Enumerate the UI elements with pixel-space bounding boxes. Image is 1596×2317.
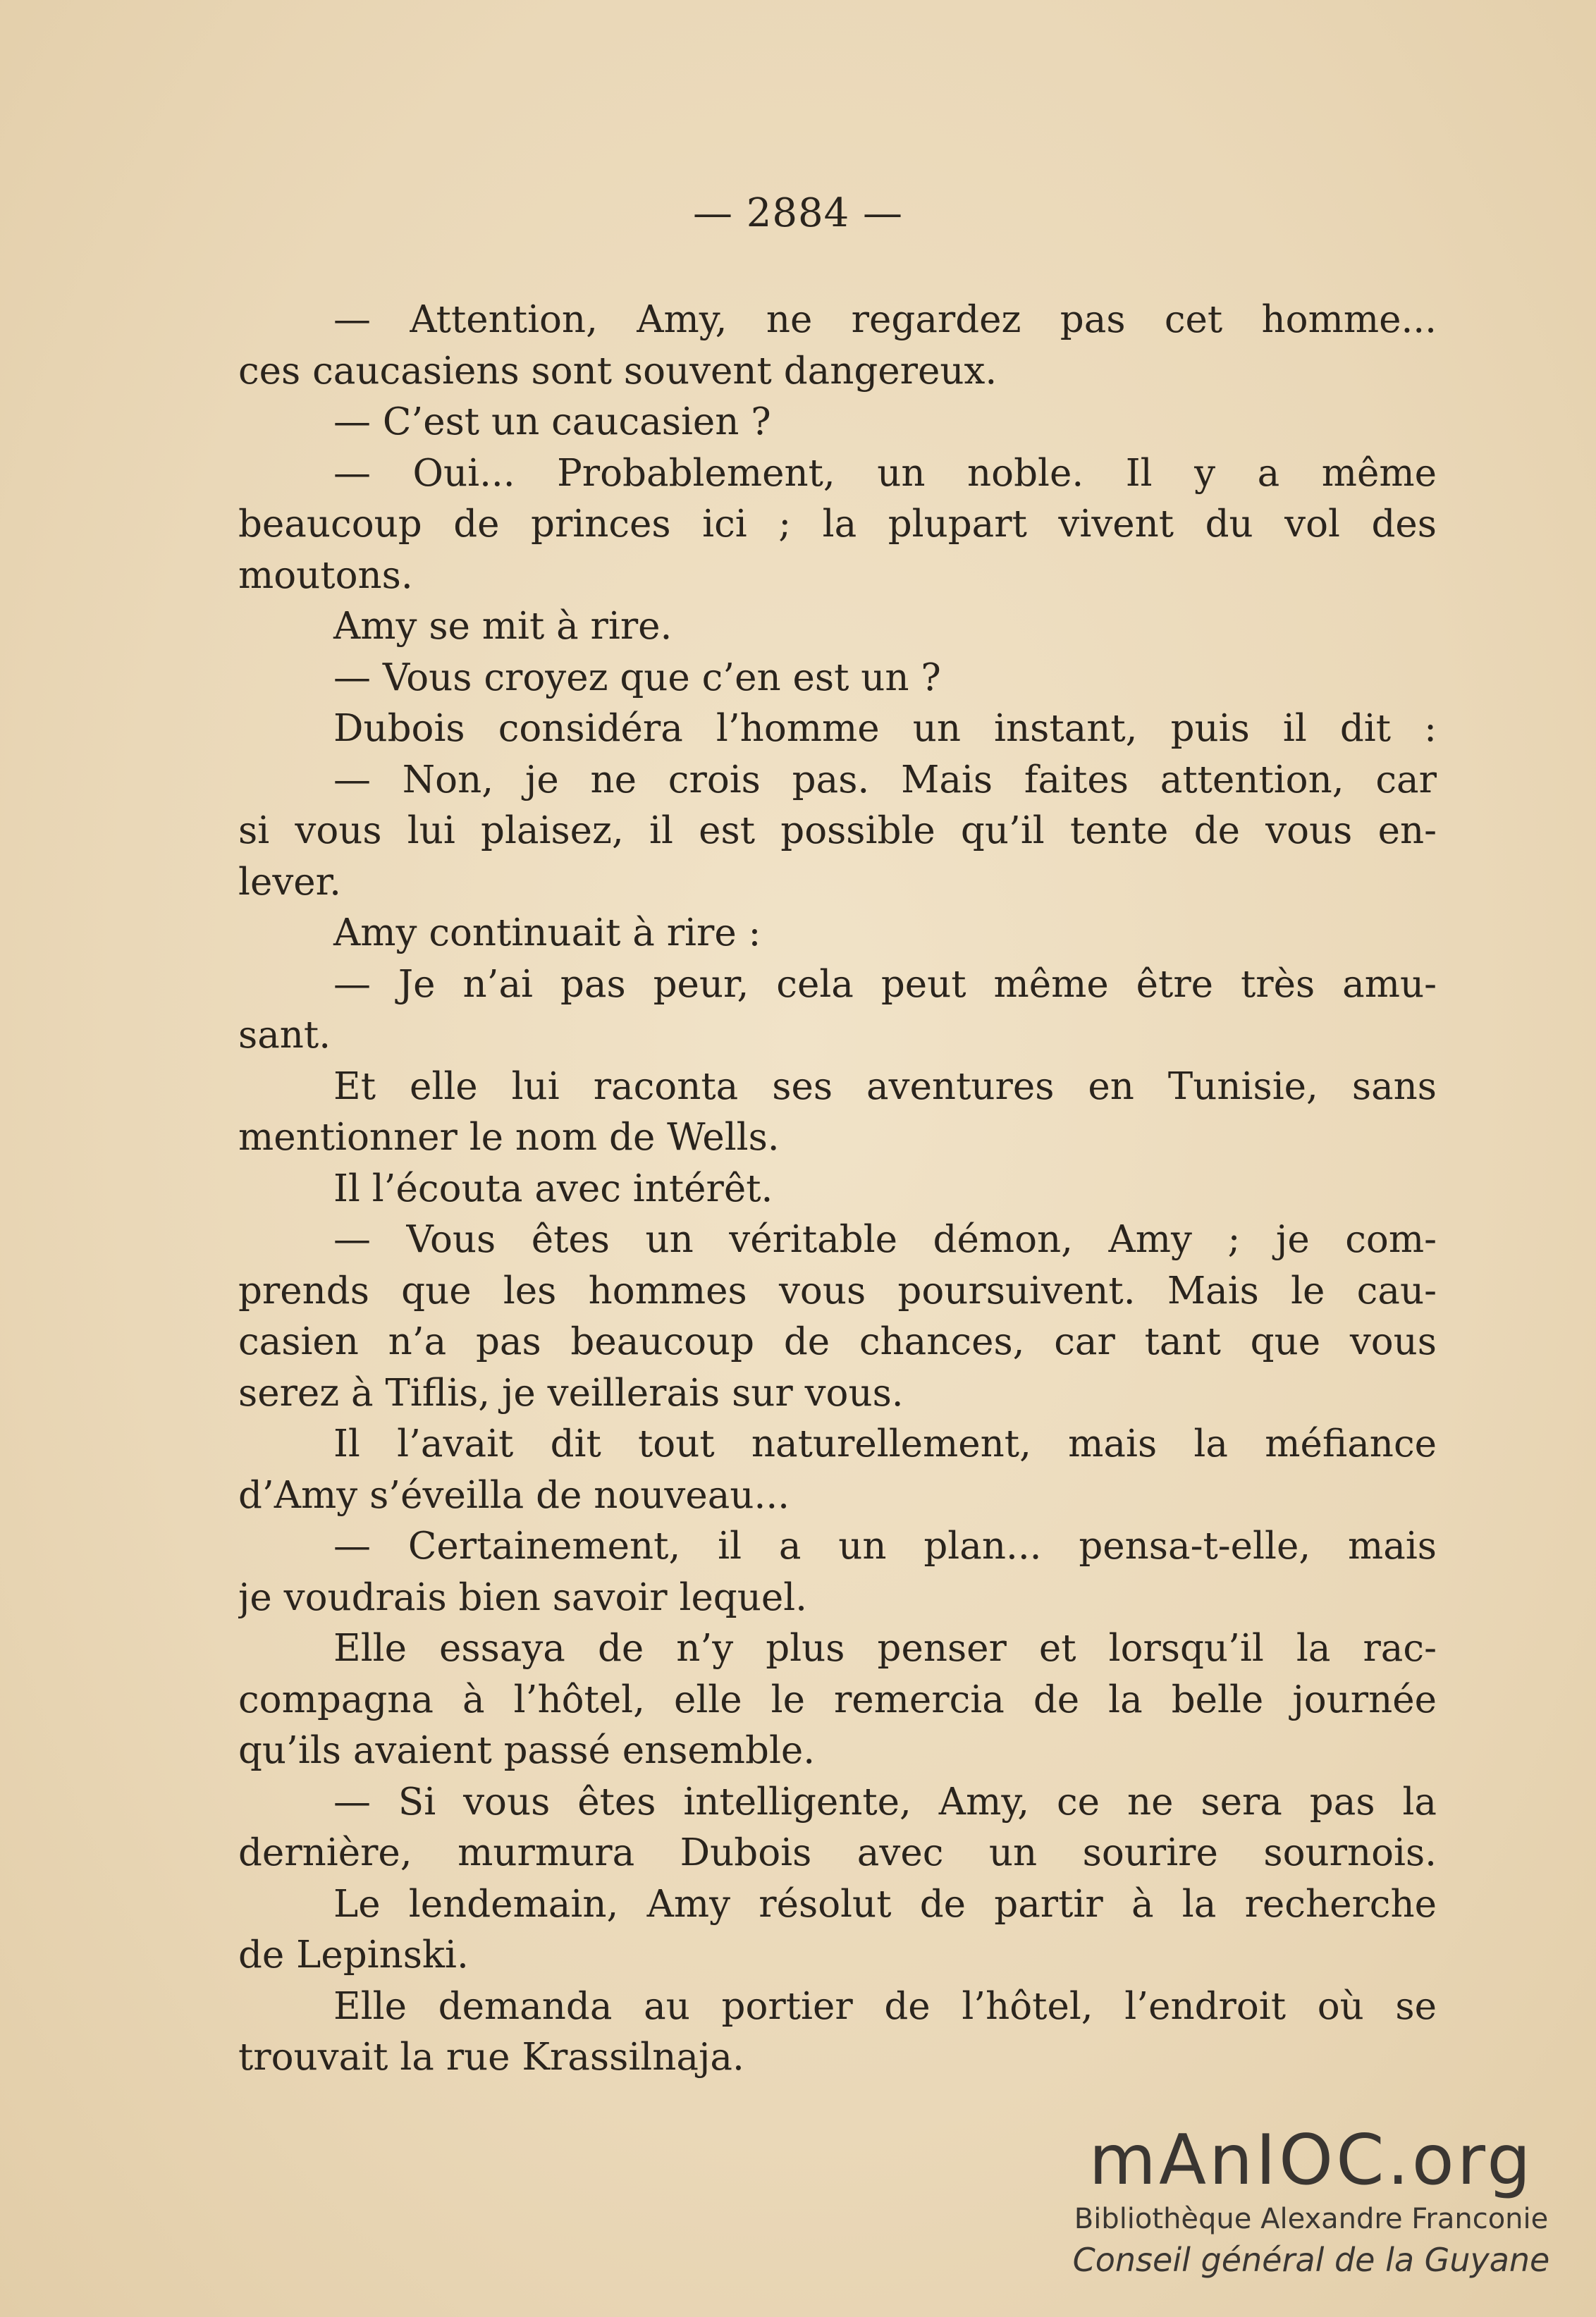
manioc-watermark [1057, 2122, 1565, 2281]
text-line: lever. [238, 860, 341, 904]
text-line: beaucoup de princes ici ; la plupart vivent du vol des [238, 503, 1437, 546]
text-line: Dubois considéra l’homme un instant, puis il dit : [333, 707, 1437, 750]
text-line: — Vous êtes un véritable démon, Amy ; je com- [333, 1218, 1437, 1261]
manioc-logo: mAnIOC.org [1088, 2120, 1534, 2201]
text-line: Il l’écouta avec intérêt. [333, 1167, 773, 1210]
text-line: — Si vous êtes intelligente, Amy, ce ne sera pas la [333, 1780, 1437, 1824]
text-line: d’Amy s’éveilla de nouveau... [238, 1473, 790, 1517]
text-line: je voudrais bien savoir lequel. [238, 1575, 808, 1619]
text-line: — Vous croyez que c’en est un ? [333, 656, 941, 699]
text-line: mentionner le nom de Wells. [238, 1116, 780, 1159]
text-line: Amy se mit à rire. [333, 605, 673, 648]
text-line: Et elle lui raconta ses aventures en Tunisie, sans [333, 1064, 1437, 1108]
text-line: de Lepinski. [238, 1934, 469, 1977]
text-line: — Certainement, il a un plan... pensa-t-elle, mais [333, 1525, 1437, 1568]
library-name: Bibliothèque Alexandre Franconie [1074, 2203, 1549, 2235]
text-line: trouvait la rue Krassilnaja. [238, 2036, 744, 2079]
text-line: — Oui... Probablement, un noble. Il y a même [333, 451, 1437, 495]
text-line: sant. [238, 1014, 331, 1057]
council-name: Conseil général de la Guyane [1072, 2241, 1550, 2279]
page-number: — 2884 — [692, 190, 904, 236]
text-line: prends que les hommes vous poursuivent. Mais le cau- [238, 1269, 1437, 1313]
text-line: — Non, je ne crois pas. Mais faites attention, car [333, 758, 1437, 801]
text-line: compagna à l’hôtel, elle le remercia de la belle journée [238, 1678, 1437, 1721]
text-line: si vous lui plaisez, il est possible qu’il tente de vous en- [238, 809, 1437, 852]
text-line: Il l’avait dit tout naturellement, mais la méfiance [333, 1422, 1437, 1465]
text-line: Amy continuait à rire : [333, 911, 761, 954]
text-line: Le lendemain, Amy résolut de partir à la recherche [333, 1882, 1437, 1926]
text-line: casien n’a pas beaucoup de chances, car tant que vous [238, 1320, 1437, 1363]
text-line: serez à Tiflis, je veillerais sur vous. [238, 1371, 904, 1415]
text-line: dernière, murmura Dubois avec un sourire sournois. [238, 1831, 1437, 1874]
text-line: moutons. [238, 553, 413, 597]
text-line: qu’ils avaient passé ensemble. [238, 1729, 816, 1772]
text-line: Elle demanda au portier de l’hôtel, l’endroit où se [333, 1984, 1437, 2028]
text-line: — Je n’ai pas peur, cela peut même être très amu- [333, 962, 1437, 1006]
text-line: Elle essaya de n’y plus penser et lorsqu’il la rac- [333, 1627, 1437, 1670]
body-text [238, 295, 1437, 2084]
text-line: — Attention, Amy, ne regardez pas cet homme... [333, 298, 1437, 341]
text-line: ces caucasiens sont souvent dangereux. [238, 349, 998, 393]
text-line: — C’est un caucasien ? [333, 400, 771, 443]
